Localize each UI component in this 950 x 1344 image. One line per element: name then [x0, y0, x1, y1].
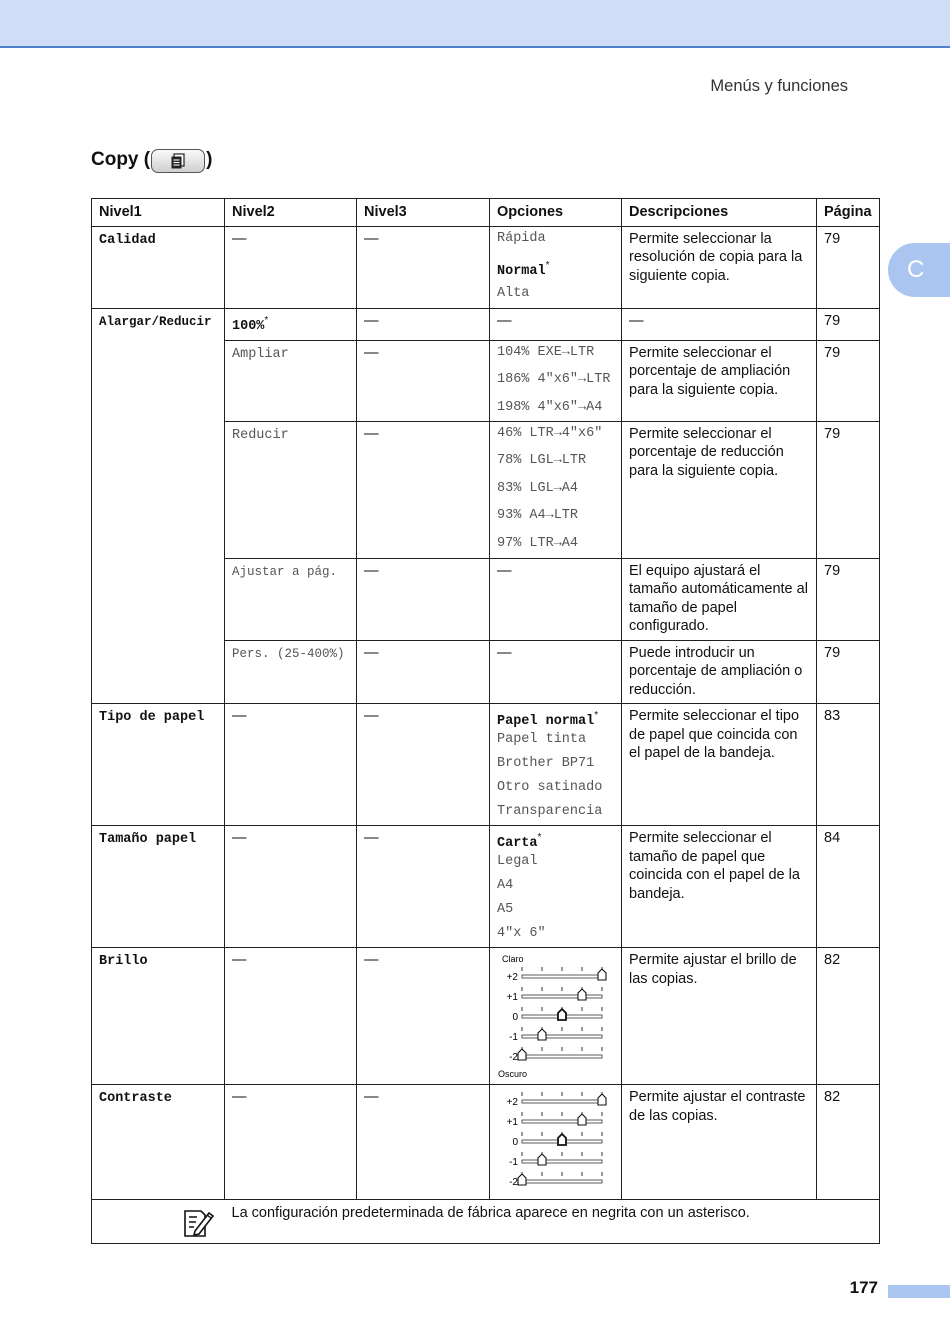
slider-track — [522, 1035, 602, 1038]
page-cell: 79 — [817, 308, 880, 340]
section-title — [91, 148, 212, 172]
level-label: +2 — [506, 1097, 518, 1109]
description-cell: Permite ajustar el contraste de las copias. — [622, 1085, 817, 1200]
nivel2-cell — [225, 558, 357, 640]
description-cell: Permite seleccionar la resolución de copia para la siguiente copia. — [622, 226, 817, 308]
slider-row — [507, 1112, 602, 1128]
asterisk: * — [545, 260, 550, 271]
options-cell — [490, 1085, 622, 1200]
slider-row — [507, 1092, 606, 1108]
option-item: 104% EXE→LTR — [497, 344, 595, 360]
slider-track — [522, 1100, 602, 1103]
nivel2-cell: — — [225, 226, 357, 308]
nivel1-label: Alargar/Reducir — [99, 314, 212, 329]
nivel3-cell: — — [357, 421, 490, 558]
table-row — [92, 1085, 880, 1200]
option-item: 198% 4"x6"→A4 — [497, 399, 603, 415]
description-cell: Permite seleccionar el tamaño de papel que coincida con el papel de la bandeja. — [622, 826, 817, 948]
chapter-tab: C — [888, 243, 950, 297]
page-cell: 82 — [817, 1085, 880, 1200]
section-title-suffix: ) — [206, 149, 213, 170]
slider-knob — [538, 1029, 546, 1040]
col-header-opciones: Opciones — [490, 199, 622, 227]
nivel2-cell — [225, 340, 357, 421]
page-cell: 79 — [817, 640, 880, 704]
option-item: Otro satinado — [497, 780, 603, 796]
nivel3-cell: — — [357, 1085, 490, 1200]
col-header-nivel1: Nivel1 — [92, 199, 225, 227]
page-cell: 83 — [817, 704, 880, 826]
table-header-row — [92, 199, 880, 227]
nivel3-cell: — — [357, 226, 490, 308]
nivel1-cell — [92, 704, 225, 826]
nivel3-cell: — — [357, 704, 490, 826]
footnote-text: La configuración predeterminada de fábrica aparece en negrita con un asterisco. — [231, 1205, 750, 1222]
table-row — [92, 308, 880, 340]
nivel1-cell — [92, 308, 225, 704]
col-header-pagina: Página — [817, 199, 880, 227]
table-row — [92, 704, 880, 826]
page-cell: 79 — [817, 421, 880, 558]
nivel1-label: Calidad — [99, 232, 156, 248]
options-cell: — — [490, 558, 622, 640]
level-label: -2 — [509, 1052, 518, 1064]
nivel2-cell: — — [225, 704, 357, 826]
slider-knob — [558, 1009, 566, 1020]
slider-knob — [578, 989, 586, 1000]
page-number: 177 — [849, 1278, 878, 1297]
option-item: Legal — [497, 854, 538, 870]
level-label: +1 — [506, 1117, 518, 1129]
level-label: +2 — [506, 972, 518, 984]
options-cell: — — [490, 640, 622, 704]
nivel2-cell — [225, 640, 357, 704]
description-cell: El equipo ajustará el tamaño automáticamente al tamaño de papel configurado. — [622, 558, 817, 640]
option-label: Papel normal — [497, 714, 595, 730]
slider-knob — [518, 1049, 526, 1060]
page-cell: 79 — [817, 558, 880, 640]
asterisk: * — [594, 710, 599, 722]
slider-knob — [598, 969, 606, 980]
option-item: 93% A4→LTR — [497, 508, 579, 524]
option-item: A4 — [497, 878, 514, 894]
slider-knob — [598, 1094, 606, 1105]
nivel2-label: Pers. (25-400%) — [232, 646, 345, 661]
nivel2-cell — [225, 421, 357, 558]
options-cell — [490, 826, 622, 948]
options-cell — [490, 704, 622, 826]
slider-row — [509, 1152, 602, 1168]
nivel2-label: 100% — [232, 318, 265, 334]
slider-row — [507, 987, 602, 1003]
options-cell: — — [490, 308, 622, 340]
nivel2-cell: — — [225, 948, 357, 1085]
option-item: A5 — [497, 902, 514, 918]
level-label: 0 — [512, 1137, 518, 1149]
description-cell: — — [622, 308, 817, 340]
option-item: Brother BP71 — [497, 756, 595, 772]
slider-track — [522, 1160, 602, 1163]
nivel3-cell: — — [357, 948, 490, 1085]
slider-row — [509, 1172, 602, 1188]
nivel1-label: Brillo — [99, 954, 148, 970]
nivel3-cell: — — [357, 640, 490, 704]
nivel1-cell — [92, 948, 225, 1085]
options-cell — [490, 340, 622, 421]
option-item: 46% LTR→4"x6" — [497, 425, 603, 441]
nivel2-cell: — — [225, 826, 357, 948]
option-label: Carta — [497, 836, 538, 852]
nivel3-cell: — — [357, 308, 490, 340]
page-cell: 82 — [817, 948, 880, 1085]
nivel2-label: Reducir — [232, 427, 289, 443]
table-note-row — [92, 1200, 880, 1244]
nivel1-cell — [92, 1085, 225, 1200]
table-row — [92, 826, 880, 948]
asterisk: * — [264, 314, 269, 326]
slider-knob — [558, 1134, 566, 1145]
nivel1-cell — [92, 826, 225, 948]
nivel2-cell — [225, 308, 357, 340]
nivel2-label: Ajustar a pág. — [232, 564, 338, 579]
level-label: 0 — [512, 1012, 518, 1024]
nivel3-cell: — — [357, 826, 490, 948]
copy-button-icon — [151, 149, 205, 173]
description-cell: Permite seleccionar el porcentaje de ampliación para la siguiente copia. — [622, 340, 817, 421]
slider-row — [512, 1007, 602, 1023]
col-header-descripciones: Descripciones — [622, 199, 817, 227]
contrast-slider-diagram — [496, 1091, 616, 1196]
page-cell: 79 — [817, 226, 880, 308]
option-item: Alta — [497, 285, 530, 301]
copy-menu-table — [91, 198, 880, 1244]
description-cell: Puede introducir un porcentaje de ampliación o reducción. — [622, 640, 817, 704]
slider-row — [512, 1132, 602, 1148]
oscuro-label: Oscuro — [498, 1069, 528, 1080]
slider-knob — [578, 1114, 586, 1125]
page-cell: 84 — [817, 826, 880, 948]
option-item: 78% LGL→LTR — [497, 453, 587, 469]
option-item: Transparencia — [497, 804, 603, 820]
nivel1-label: Tipo de papel — [99, 710, 205, 726]
options-cell — [490, 421, 622, 558]
slider-track — [522, 1055, 602, 1058]
nivel1-label: Contraste — [99, 1091, 172, 1107]
option-item: 186% 4"x6"→LTR — [497, 372, 611, 388]
slider-row — [507, 967, 606, 983]
top-banner — [0, 0, 950, 48]
option-item-default — [497, 707, 614, 731]
description-cell: Permite ajustar el brillo de las copias. — [622, 948, 817, 1085]
level-label: -2 — [509, 1177, 518, 1189]
note-pencil-icon — [181, 1205, 215, 1239]
description-cell: Permite seleccionar el tipo de papel que coincida con el papel de la bandeja. — [622, 704, 817, 826]
nivel3-cell: — — [357, 340, 490, 421]
asterisk: * — [537, 832, 542, 844]
options-cell — [490, 226, 622, 308]
slider-knob — [538, 1154, 546, 1165]
option-item: 97% LTR→A4 — [497, 535, 579, 551]
section-title-prefix: Copy ( — [91, 149, 151, 170]
level-label: -1 — [509, 1157, 518, 1169]
option-item: Papel tinta — [497, 732, 587, 748]
nivel2-label: Ampliar — [232, 346, 289, 362]
nivel2-cell: — — [225, 1085, 357, 1200]
col-header-nivel3: Nivel3 — [357, 199, 490, 227]
nivel3-cell: — — [357, 558, 490, 640]
brightness-slider-diagram — [496, 952, 616, 1080]
slider-knob — [518, 1174, 526, 1185]
slider-row — [509, 1027, 602, 1043]
note-text-cell — [225, 1200, 880, 1244]
option-item-default — [497, 829, 614, 853]
col-header-nivel2: Nivel2 — [225, 199, 357, 227]
option-item: 4"x 6" — [497, 926, 546, 942]
option-label: Normal — [497, 263, 546, 279]
slider-track — [522, 1120, 602, 1123]
slider-row — [509, 1047, 602, 1063]
option-item-default — [497, 257, 614, 285]
slider-track — [522, 1180, 602, 1183]
claro-label: Claro — [502, 954, 524, 965]
slider-track — [522, 975, 602, 978]
options-cell — [490, 948, 622, 1085]
page-number-bar — [888, 1285, 950, 1298]
nivel1-label: Tamaño papel — [99, 832, 197, 848]
table-row — [92, 948, 880, 1085]
option-item: Rápida — [497, 230, 546, 246]
option-item: 83% LGL→A4 — [497, 480, 579, 496]
slider-track — [522, 995, 602, 998]
page-cell: 79 — [817, 340, 880, 421]
description-cell: Permite seleccionar el porcentaje de reducción para la siguiente copia. — [622, 421, 817, 558]
level-label: +1 — [506, 992, 518, 1004]
running-header: Menús y funciones — [710, 77, 848, 95]
level-label: -1 — [509, 1032, 518, 1044]
table-row — [92, 226, 880, 308]
nivel1-cell — [92, 226, 225, 308]
